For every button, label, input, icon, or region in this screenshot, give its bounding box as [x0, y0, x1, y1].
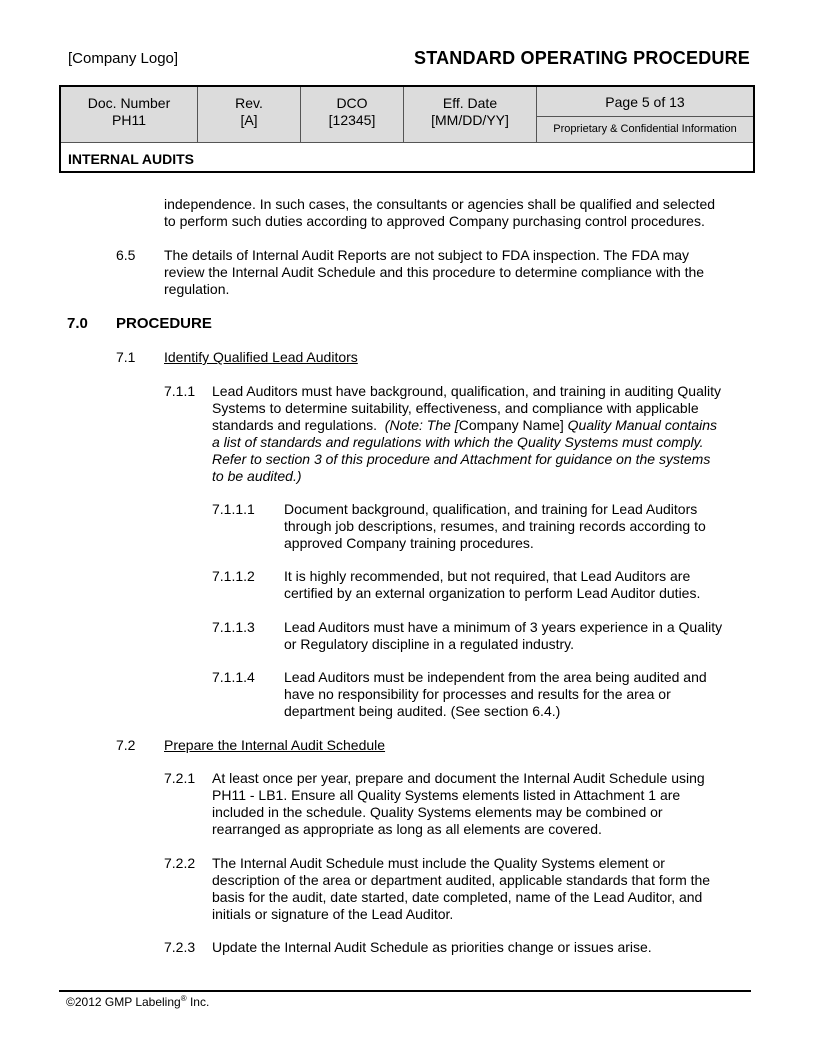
- text-line: description of the area or department audited, applicable standards that form the: [212, 872, 711, 888]
- text-line: It is highly recommended, but not required, that Lead Auditors are: [284, 568, 691, 584]
- text-line: [212, 417, 721, 434]
- section-7-1-1-2-text: [284, 568, 700, 602]
- note-line: Refer to section 3 of this procedure and Attachment for guidance on the systems: [212, 451, 711, 467]
- section-number-7-0: 7.0: [67, 315, 88, 332]
- table-divider: [61, 142, 753, 143]
- text-line: or Regulatory discipline in a regulated industry.: [284, 636, 575, 652]
- company-logo-placeholder: [Company Logo]: [68, 50, 179, 67]
- section-7-1-1-1-text: [284, 501, 706, 552]
- section-7-2-heading: Prepare the Internal Audit Schedule: [164, 737, 386, 753]
- text-line: department being audited. (See section 6.4.): [284, 703, 561, 719]
- doc-number-cell: [61, 87, 198, 142]
- note-segment: (Note: The [: [384, 417, 459, 433]
- note-segment: Quality Manual contains: [563, 417, 718, 433]
- dco-cell: [301, 87, 404, 142]
- footer-divider: [59, 990, 751, 992]
- text-line: have no responsibility for processes and results for the area or: [284, 686, 671, 702]
- text-line: The Internal Audit Schedule must include the Quality Systems element or: [212, 855, 665, 871]
- section-number-7-1-1-1: 7.1.1.1: [212, 501, 255, 517]
- text-line: rearranged as appropriate as long as all elements are covered.: [212, 821, 602, 837]
- revision-value: [A]: [240, 112, 258, 128]
- section-7-2-1-text: [212, 770, 705, 838]
- section-number-7-2-2: 7.2.2: [164, 855, 196, 871]
- section-7-1-heading: Identify Qualified Lead Auditors: [164, 349, 358, 365]
- text-line: Lead Auditors must be independent from the area being audited and: [284, 669, 707, 685]
- effective-date-label: Eff. Date: [442, 95, 498, 111]
- company-name-placeholder: Company Name]: [458, 417, 564, 433]
- section-number-7-2-3: 7.2.3: [164, 939, 196, 955]
- copyright-suffix: Inc.: [186, 995, 210, 1009]
- text-line: Lead Auditors must have background, qualification, and training in auditing Quality: [212, 383, 721, 399]
- document-subject: INTERNAL AUDITS: [68, 151, 194, 167]
- text-line: Lead Auditors must have a minimum of 3 years experience in a Quality: [284, 619, 723, 635]
- text-line: initials or signature of the Lead Auditor.: [212, 906, 454, 922]
- page-info-cell: [537, 87, 753, 142]
- revision-label: Rev.: [235, 95, 263, 111]
- text-line: certified by an external organization to perform Lead Auditor duties.: [284, 585, 701, 601]
- section-7-2-3-text: Update the Internal Audit Schedule as priorities change or issues arise.: [212, 939, 652, 955]
- section-number-7-1-1-2: 7.1.1.2: [212, 568, 255, 584]
- text-line: through job descriptions, resumes, and training records according to: [284, 518, 706, 534]
- section-7-1-1-4-text: [284, 669, 707, 720]
- section-number-7-2: 7.2: [116, 737, 136, 753]
- document-title: STANDARD OPERATING PROCEDURE: [414, 48, 750, 68]
- text-line: approved Company training procedures.: [284, 535, 534, 551]
- doc-number-label: Doc. Number: [87, 95, 171, 111]
- document-info-row: [61, 87, 753, 142]
- revision-cell: [198, 87, 301, 142]
- note-line: a list of standards and regulations with which the Quality Systems must comply.: [212, 434, 704, 450]
- text-line: The details of Internal Audit Reports are not subject to FDA inspection. The FDA may: [164, 247, 690, 263]
- effective-date-value: [MM/DD/YY]: [431, 112, 509, 128]
- text-line: Document background, qualification, and training for Lead Auditors: [284, 501, 698, 517]
- section-number-7-1-1-3: 7.1.1.3: [212, 619, 255, 635]
- dco-value: [12345]: [328, 112, 376, 128]
- section-7-1-1-text: [212, 383, 721, 485]
- text-segment: standards and regulations.: [212, 417, 385, 433]
- text-line: PH11 - LB1. Ensure all Quality Systems elements listed in Attachment 1 are: [212, 787, 681, 803]
- confidential-notice: Proprietary & Confidential Information: [537, 117, 753, 142]
- text-line: Systems to determine suitability, effectiveness, and compliance with applicable: [212, 400, 699, 416]
- note-line: to be audited.): [212, 468, 302, 484]
- dco-label: DCO: [336, 95, 368, 111]
- text-line: review the Internal Audit Schedule and this procedure to determine compliance with the: [164, 264, 705, 280]
- copyright-footer: [66, 994, 209, 1009]
- copyright-text: ©2012 GMP Labeling: [66, 995, 181, 1009]
- doc-number-value: PH11: [112, 112, 146, 128]
- section-number-7-1-1: 7.1.1: [164, 383, 196, 399]
- text-line: basis for the audit, date started, date completed, name of the Lead Auditor, and: [212, 889, 703, 905]
- text-line: independence. In such cases, the consultants or agencies shall be qualified and selected: [164, 196, 716, 212]
- text-line: included in the schedule. Quality Systems elements may be combined or: [212, 804, 663, 820]
- document-info-table: [59, 85, 755, 173]
- registered-mark: ®: [180, 994, 187, 1003]
- section-7-0-heading: PROCEDURE: [116, 315, 212, 332]
- section-number-7-1-1-4: 7.1.1.4: [212, 669, 255, 685]
- section-number-7-2-1: 7.2.1: [164, 770, 196, 786]
- page-number: Page 5 of 13: [537, 87, 753, 117]
- section-number-6-5: 6.5: [116, 247, 136, 263]
- section-7-1-1-3-text: [284, 619, 722, 653]
- effective-date-cell: [404, 87, 537, 142]
- section-7-2-2-text: [212, 855, 710, 923]
- text-line: At least once per year, prepare and document the Internal Audit Schedule using: [212, 770, 705, 786]
- text-line: regulation.: [164, 281, 230, 297]
- section-6-5-text: [164, 247, 704, 298]
- continued-paragraph: [164, 196, 715, 230]
- section-number-7-1: 7.1: [116, 349, 136, 365]
- text-line: to perform such duties according to approved Company purchasing control procedures.: [164, 213, 705, 229]
